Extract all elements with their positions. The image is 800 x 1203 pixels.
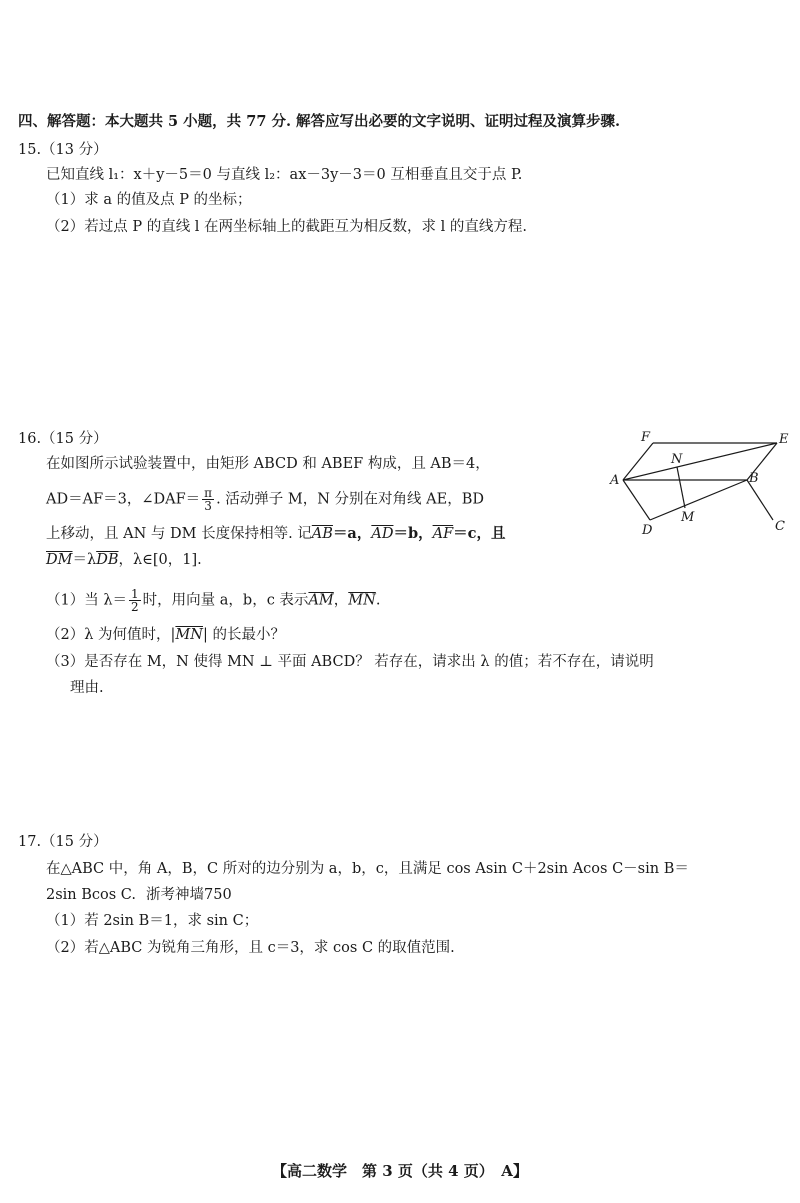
pi-over-3-fraction: $\frac{\pi}{3}$ bbox=[204, 486, 213, 513]
page-footer: 【高二数学 第 3 页（共 4 页） A】 bbox=[272, 1162, 528, 1180]
q16-line-1: 在如图所示试验装置中，由矩形 ABCD 和 ABEF 构成，且 AB＝4， bbox=[46, 456, 490, 472]
q17-part-2: （2）若△ABC 为锐角三角形，且 c＝3，求 cos C 的取值范围. bbox=[46, 940, 455, 956]
vector-dm: $\overline{DM}$ bbox=[46, 552, 73, 568]
geometry-figure bbox=[605, 430, 795, 540]
q17-line-1: 在△ABC 中，角 A，B，C 所对的边分别为 a，b，c，且满足 cos Asin C＋2sin Acos C－sin B＝ bbox=[46, 861, 689, 877]
q15-part-1: （1）求 a 的值及点 P 的坐标； bbox=[46, 192, 252, 208]
edge-bc bbox=[747, 480, 773, 520]
q16-part-3: （3）是否存在 M，N 使得 MN ⊥ 平面 ABCD？ 若存在，请求出 λ 的值；若不存在，请说明 bbox=[46, 654, 654, 670]
label-c: C bbox=[775, 519, 785, 534]
vector-af: $\overline{AF}$ bbox=[432, 526, 454, 542]
segment-mn bbox=[677, 467, 685, 508]
q15-part-2: （2）若过点 P 的直线 l 在两坐标轴上的截距互为相反数，求 l 的直线方程. bbox=[46, 219, 528, 235]
q17-line-2: 2sin Bcos C. 浙考神墙750 bbox=[46, 887, 232, 903]
q16-title: 16.（15 分） bbox=[18, 431, 108, 447]
vector-am: $\overline{AM}$ bbox=[308, 592, 334, 609]
vector-ab: $\overline{AB}$ bbox=[311, 526, 333, 542]
edge-ad bbox=[623, 480, 650, 520]
one-half-fraction: $\frac{1}{2}$ bbox=[131, 587, 139, 614]
q17-title: 17.（15 分） bbox=[18, 834, 108, 850]
label-e: E bbox=[779, 432, 789, 447]
q16-line-2 bbox=[46, 487, 484, 512]
vector-mn: $\overline{MN}$ bbox=[348, 592, 376, 609]
q16-part-3-cont: 理由. bbox=[70, 680, 104, 696]
q16-line-2-text-end: . 活动弹子 M，N 分别在对角线 AE，BD bbox=[216, 491, 484, 508]
watermark-text: 浙考神墙750 bbox=[146, 887, 232, 903]
vector-mn-magnitude: $\overline{MN}$ bbox=[175, 627, 203, 643]
label-b: B bbox=[749, 471, 759, 486]
q16-part-1: （1）当 λ＝ $\frac{1}{2}$ 时，用向量 a，b，c 表示$\overline{AM}$，$\overline{MN}$. bbox=[46, 587, 381, 614]
q15-title: 15.（13 分） bbox=[18, 142, 108, 158]
vector-ad: $\overline{AD}$ bbox=[371, 526, 394, 542]
label-f: F bbox=[641, 430, 651, 445]
vector-db: $\overline{DB}$ bbox=[96, 552, 119, 568]
q16-part-2: （2）λ 为何值时，$|\overline{MN}|$ 的长最小？ bbox=[46, 627, 285, 643]
label-n: N bbox=[671, 452, 683, 467]
label-d: D bbox=[642, 523, 653, 538]
q15-line-1: 已知直线 l₁：x＋y－5＝0 与直线 l₂：ax－3y－3＝0 互相垂直且交于点 P. bbox=[46, 167, 523, 183]
q16-line-4: $\overline{DM}=\lambda\overline{DB}$，λ∈[0，1]. bbox=[46, 552, 202, 568]
q17-part-1: （1）若 2sin B＝1，求 sin C； bbox=[46, 913, 259, 929]
diagonal-db bbox=[650, 480, 747, 520]
section-heading: 四、解答题：本大题共 5 小题，共 77 分. 解答应写出必要的文字说明、证明过程及演算步骤. bbox=[18, 113, 621, 130]
label-m: M bbox=[681, 510, 695, 525]
q16-line-3: 上移动，且 AN 与 DM 长度保持相等. 记$\overline{AB}=a$，$\overline{AD}=b$，$\overline{AF}=c$，且 bbox=[46, 525, 506, 542]
label-a: A bbox=[610, 473, 620, 488]
q16-line-2-text: AD＝AF＝3，∠DAF＝ bbox=[46, 491, 201, 508]
